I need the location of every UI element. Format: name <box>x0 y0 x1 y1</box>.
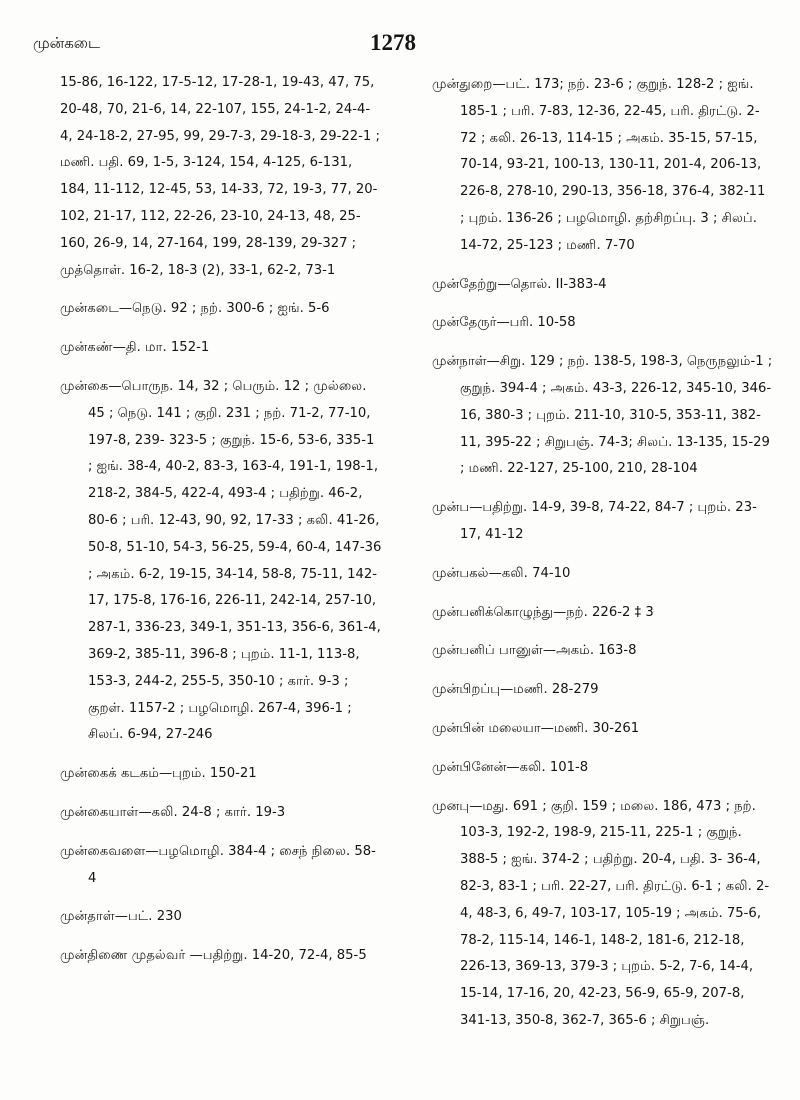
index-entry: முன்பகல்—கலி. 74-10 <box>432 565 571 581</box>
index-entry: முன்கைக் கடகம்—புறம். 150-21 <box>60 766 257 782</box>
index-entry: முன்கைவளை—பழமொழி. 384-4 ; சைந் நிலை. 58-4 <box>60 843 376 886</box>
index-entry: முன்பினேன்—கலி. 101-8 <box>432 759 589 775</box>
index-entry: முன்நாள்—சிறு. 129 ; நற். 138-5, 198-3, நெருநலும்-1 ; குறுந். 394-4 ; அகம். 43-3, 226-12, 345-10, 346-16, 380-3 ; புறம். 211-10, 310-5, 353-11, 382-11, 395-22 ; சிறுபஞ். 74-3; சிலப். 13-135, 15-29 ; மணி. 22-127, 25-100, 210, 28-104 <box>432 354 773 477</box>
right-column <box>418 72 773 1047</box>
left-column <box>32 70 382 982</box>
index-entry: முன்கையாள்—கலி. 24-8 ; கார். 19-3 <box>60 804 286 820</box>
index-entry: முன்துறை—பட். 173; நற். 23-6 ; குறுந். 128-2 ; ஐங். 185-1 ; பரி. 7-83, 12-36, 22-45, பரி. திரட்டு. 2-72 ; கலி. 26-13, 114-15 ; அகம். 35-15, 57-15, 70-14, 93-21, 100-13, 130-11, 201-4, 206-13, 226-8, 278-10, 290-13, 356-18, 376-4, 382-11 ; புறம். 136-26 ; பழமொழி. தற்சிறப்பு. 3 ; சிலப். 14-72, 25-123 ; மணி. 7-70 <box>432 77 766 253</box>
index-entry: முன்தேருர்—பரி. 10-58 <box>432 315 576 331</box>
index-entry: முன்கடை—நெடு. 92 ; நற். 300-6 ; ஐங். 5-6 <box>60 301 330 317</box>
index-entry: முன்பனிப் பானுள்—அகம். 163-8 <box>432 643 637 659</box>
index-entry: முன்பனிக்கொழுந்து—நற். 226-2 ‡ 3 <box>432 604 654 620</box>
index-entry: முன்தாள்—பட். 230 <box>60 909 182 925</box>
index-entry: முன்பிறப்பு—மணி. 28-279 <box>432 682 599 698</box>
index-entry: முன்திணை முதல்வர் —பதிற்று. 14-20, 72-4, 85-5 <box>60 948 367 964</box>
index-entry: 15-86, 16-122, 17-5-12, 17-28-1, 19-43, 47, 75, 20-48, 70, 21-6, 14, 22-107, 155, 24-1-2, 24-4-4, 24-18-2, 27-95, 99, 29-7-3, 29-18-3, 29-22-1 ; மணி. பதி. 69, 1-5, 3-124, 154, 4-125, 6-131, 184, 11-112, 12-45, 53, 14-33, 72, 19-3, 77, 20-102, 21-17, 112, 22-26, 23-10, 24-13, 48, 25-160, 26-9, 14, 27-164, 199, 28-139, 29-327 ; முத்தொள். 16-2, 18-3 (2), 33-1, 62-2, 73-1 <box>60 75 380 278</box>
index-entry: முனபு—மது. 691 ; குறி. 159 ; மலை. 186, 473 ; நற். 103-3, 192-2, 198-9, 215-11, 225-1 ; குறுந். 388-5 ; ஐங். 374-2 ; பதிற்று. 20-4, பதி. 3- 36-4, 82-3, 83-1 ; பரி. 22-27, பரி. திரட்டு. 6-1 ; கலி. 2-4, 48-3, 6, 49-7, 103-17, 105-19 ; அகம். 75-6, 78-2, 115-14, 146-1, 148-2, 181-6, 212-18, 226-13, 369-13, 379-3 ; புறம். 5-2, 7-6, 14-4, 15-14, 17-16, 20, 42-23, 56-9, 65-9, 207-8, 341-13, 350-8, 362-7, 365-6 ; சிறுபஞ். <box>432 798 770 1028</box>
page-number: 1278 <box>370 30 416 55</box>
index-entry: முன்கண்—தி. மா. 152-1 <box>60 340 210 356</box>
index-entry: முன்கை—பொருந. 14, 32 ; பெரும். 12 ; முல்லை. 45 ; நெடு. 141 ; குறி. 231 ; நற். 71-2, 77-10, 197-8, 239- 323-5 ; குறுந். 15-6, 53-6, 335-1 ; ஐங். 38-4, 40-2, 83-3, 163-4, 191-1, 198-1, 218-2, 384-5, 422-4, 493-4 ; பதிற்று. 46-2, 80-6 ; பரி. 12-43, 90, 92, 17-33 ; கலி. 41-26, 50-8, 51-10, 54-3, 56-25, 59-4, 60-4, 147-36 ; அகம். 6-2, 19-15, 34-14, 58-8, 75-11, 142-17, 175-8, 176-16, 226-11, 242-14, 257-10, 287-1, 336-23, 349-1, 351-13, 356-6, 361-4, 369-2, 385-11, 396-8 ; புறம். 11-1, 113-8, 153-3, 244-2, 255-5, 350-10 ; கார். 9-3 ; குறள். 1157-2 ; பழமொழி. 267-4, 396-1 ; சிலப். 6-94, 27-246 <box>60 378 382 743</box>
running-header-word: முன்கடை <box>33 34 100 52</box>
index-entry: முன்ப—பதிற்று. 14-9, 39-8, 74-22, 84-7 ; புறம். 23-17, 41-12 <box>432 500 757 542</box>
index-entry: முன்பின் மலையா—மணி. 30-261 <box>432 720 640 736</box>
index-entry: முன்தேற்று—தொல். II-383-4 <box>432 276 607 292</box>
